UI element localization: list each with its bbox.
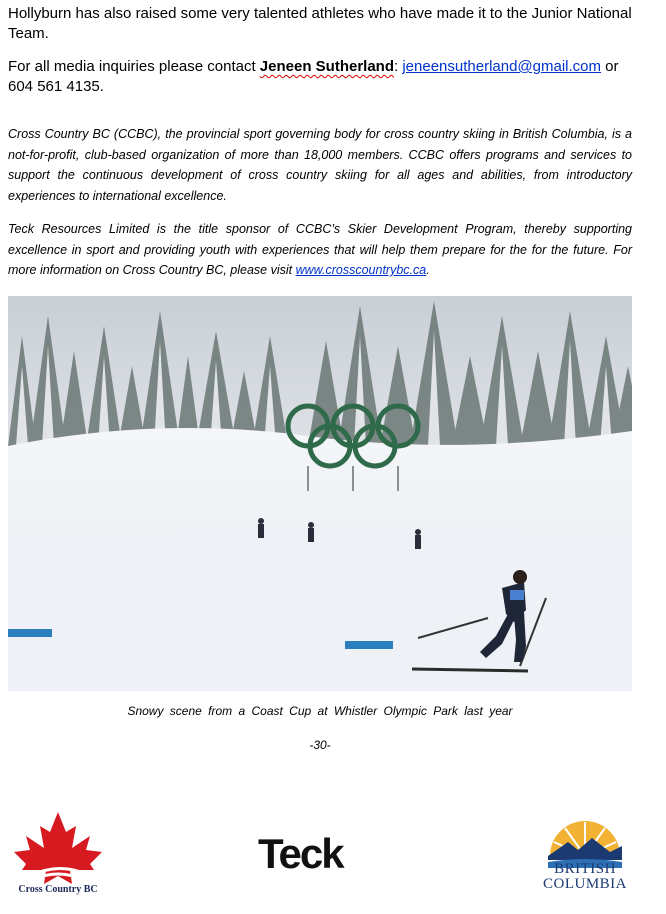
website-link[interactable]: www.crosscountrybc.ca	[295, 263, 427, 277]
paragraph-athletes-text: Hollyburn has also raised some very talented athletes who have made it to the Junior National Team.	[8, 5, 632, 42]
bc-logo-line2: COLUMBIA	[542, 876, 627, 892]
paragraph-teck-sponsor	[8, 219, 632, 281]
ski-race-illustration	[8, 296, 632, 691]
paragraph-ccbc-about	[8, 124, 632, 206]
page-number: -30-	[309, 738, 331, 752]
media-contact-prefix: For all media inquiries please contact	[8, 58, 260, 75]
media-contact-separator: :	[394, 58, 403, 75]
photo-caption: Snowy scene from a Coast Cup at Whistler Olympic Park last year	[127, 704, 513, 718]
ski-race-photo	[8, 296, 632, 691]
teck-sponsor-text: Teck Resources Limited is the title sponsor of CCBC’s Skier Development Program, thereby supporting excellence in sport and providing youth with experiences that will help them prepare for the for the future. For more information on Cross Country BC, please visit	[8, 222, 632, 277]
bc-logo-label	[530, 862, 640, 892]
ccbc-about-text: Cross Country BC (CCBC), the provincial sport governing body for cross country skiing in British Columbia, is a not-for-profit, club-based organization of more than 18,000 members. CCBC offers programs and services to support the continuous development of cross country skiing for all ages and abilities, from introductory experiences to international excellence.	[8, 127, 632, 203]
contact-name: Jeneen Sutherland	[259, 58, 394, 75]
media-contact-suffix: or 604 561 4135.	[8, 58, 619, 95]
paragraph-media-contact	[8, 57, 638, 97]
bc-logo-line1: BRITISH	[554, 861, 616, 877]
contact-email-link[interactable]: jeneensutherland@gmail.com	[402, 58, 602, 75]
ccbc-logo-label: Cross Country BC	[18, 884, 98, 895]
teck-logo: Teck	[258, 830, 343, 877]
paragraph-athletes	[8, 4, 638, 44]
teck-sponsor-suffix: .	[426, 263, 430, 277]
